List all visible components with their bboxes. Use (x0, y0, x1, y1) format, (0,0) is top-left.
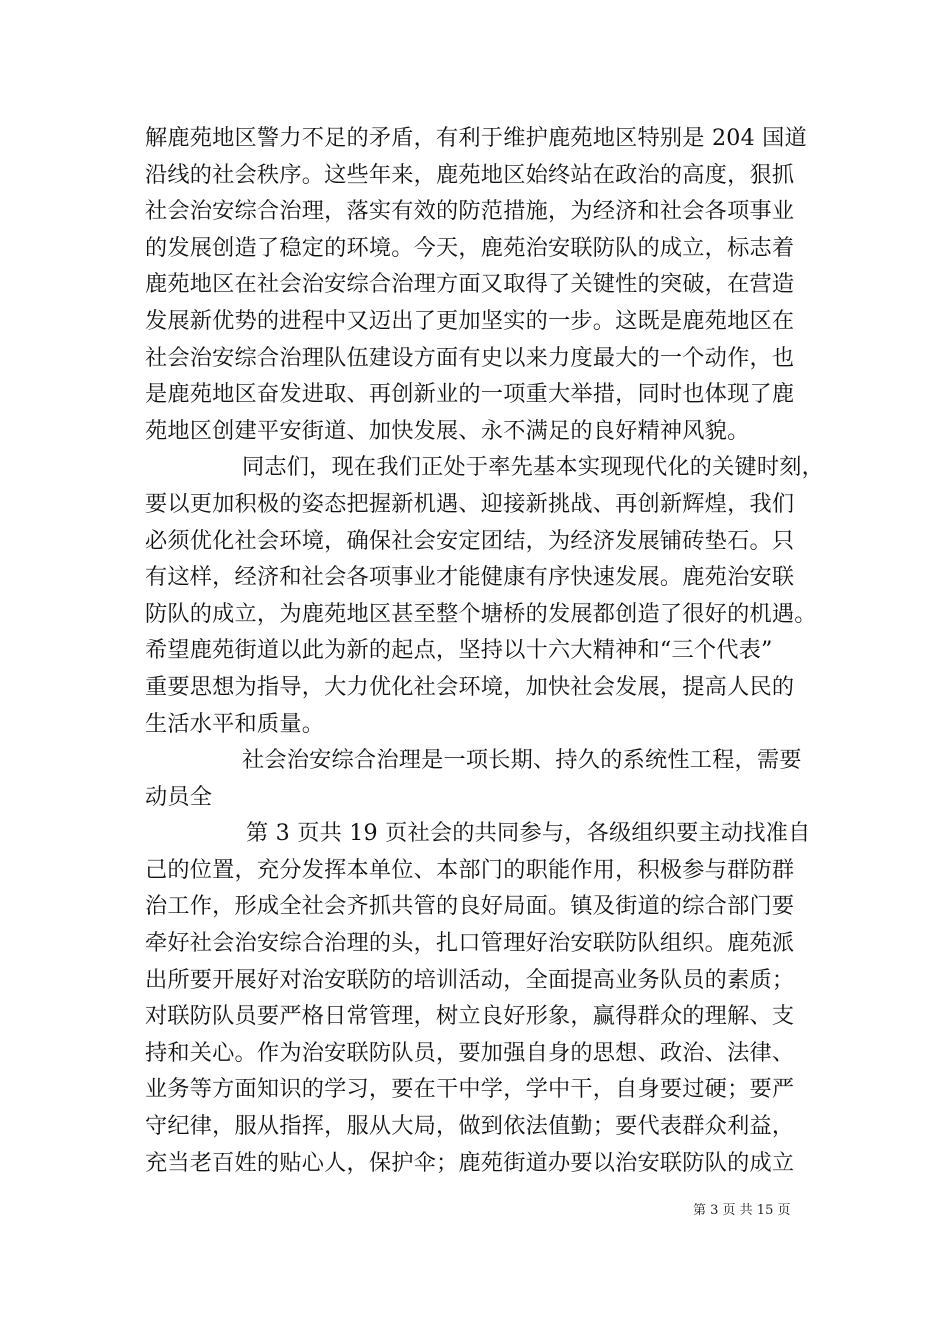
text-line: 的发展创造了稳定的环境。今天，鹿苑治安联防队的成立，标志着 (145, 234, 795, 261)
text-line: 要以更加积极的姿态把握新机遇、迎接新挑战、再创新辉煌，我们 (145, 490, 795, 517)
paragraph-start-line: 第 3 页共 19 页社会的共同参与，各级组织要主动找准自 (246, 820, 811, 847)
text-line: 牵好社会治安综合治理的头，扎口管理好治安联防队组织。鹿苑派 (145, 930, 795, 957)
text-line: 己的位置，充分发挥本单位、本部门的职能作用，积极参与群防群 (145, 856, 795, 883)
text-line: 社会治安综合治理队伍建设方面有史以来力度最大的一个动作，也 (145, 344, 795, 371)
text-line: 防队的成立，为鹿苑地区甚至整个塘桥的发展都创造了很好的机遇。 (145, 600, 817, 627)
paragraph-start-line: 社会治安综合治理是一项长期、持久的系统性工程，需要 (242, 747, 802, 774)
text-line: 业务等方面知识的学习，要在干中学，学中干，自身要过硬；要严 (145, 1076, 795, 1103)
text-line: 对联防队员要严格日常管理，树立良好形象，赢得群众的理解、支 (145, 1003, 795, 1030)
text-line: 治工作，形成全社会齐抓共管的良好局面。镇及街道的综合部门要 (145, 893, 795, 920)
text-line: 动员全 (145, 783, 213, 810)
text-line: 必须优化社会环境，确保社会安定团结，为经济发展铺砖垫石。只 (145, 527, 795, 554)
text-line: 重要思想为指导，大力优化社会环境，加快社会发展，提高人民的 (145, 673, 795, 700)
text-line: 社会治安综合治理，落实有效的防范措施，为经济和社会各项事业 (145, 198, 795, 225)
text-line: 解鹿苑地区警力不足的矛盾，有利于维护鹿苑地区特别是 204 国道 (145, 125, 807, 151)
text-line: 充当老百姓的贴心人，保护伞；鹿苑街道办要以治安联防队的成立 (145, 1149, 795, 1176)
text-line: 持和关心。作为治安联防队员，要加强自身的思想、政治、法律、 (145, 1039, 795, 1066)
text-line: 鹿苑地区在社会治安综合治理方面又取得了关键性的突破，在营造 (145, 271, 795, 298)
text-line: 发展新优势的进程中又迈出了更加坚实的一步。这既是鹿苑地区在 (145, 307, 795, 334)
text-line: 是鹿苑地区奋发进取、再创新业的一项重大举措，同时也体现了鹿 (145, 381, 795, 408)
text-line: 守纪律，服从指挥，服从大局，做到依法值勤；要代表群众利益， (145, 1113, 795, 1140)
paragraph-start-line: 同志们，现在我们正处于率先基本实现现代化的关键时刻， (242, 454, 825, 481)
text-line: 出所要开展好对治安联防的培训活动，全面提高业务队员的素质； (145, 966, 795, 993)
text-line: 生活水平和质量。 (145, 710, 325, 737)
text-line: 沿线的社会秩序。这些年来，鹿苑地区始终站在政治的高度，狠抓 (145, 161, 795, 188)
document-body (145, 120, 825, 1181)
page-number-footer: 第 3 页 共 15 页 (693, 1203, 791, 1218)
text-line: 有这样，经济和社会各项事业才能健康有序快速发展。鹿苑治安联 (145, 564, 795, 591)
text-line: 希望鹿苑街道以此为新的起点，坚持以十六大精神和“三个代表” (145, 637, 773, 664)
text-line: 苑地区创建平安街道、加快发展、永不满足的良好精神风貌。 (145, 417, 750, 444)
